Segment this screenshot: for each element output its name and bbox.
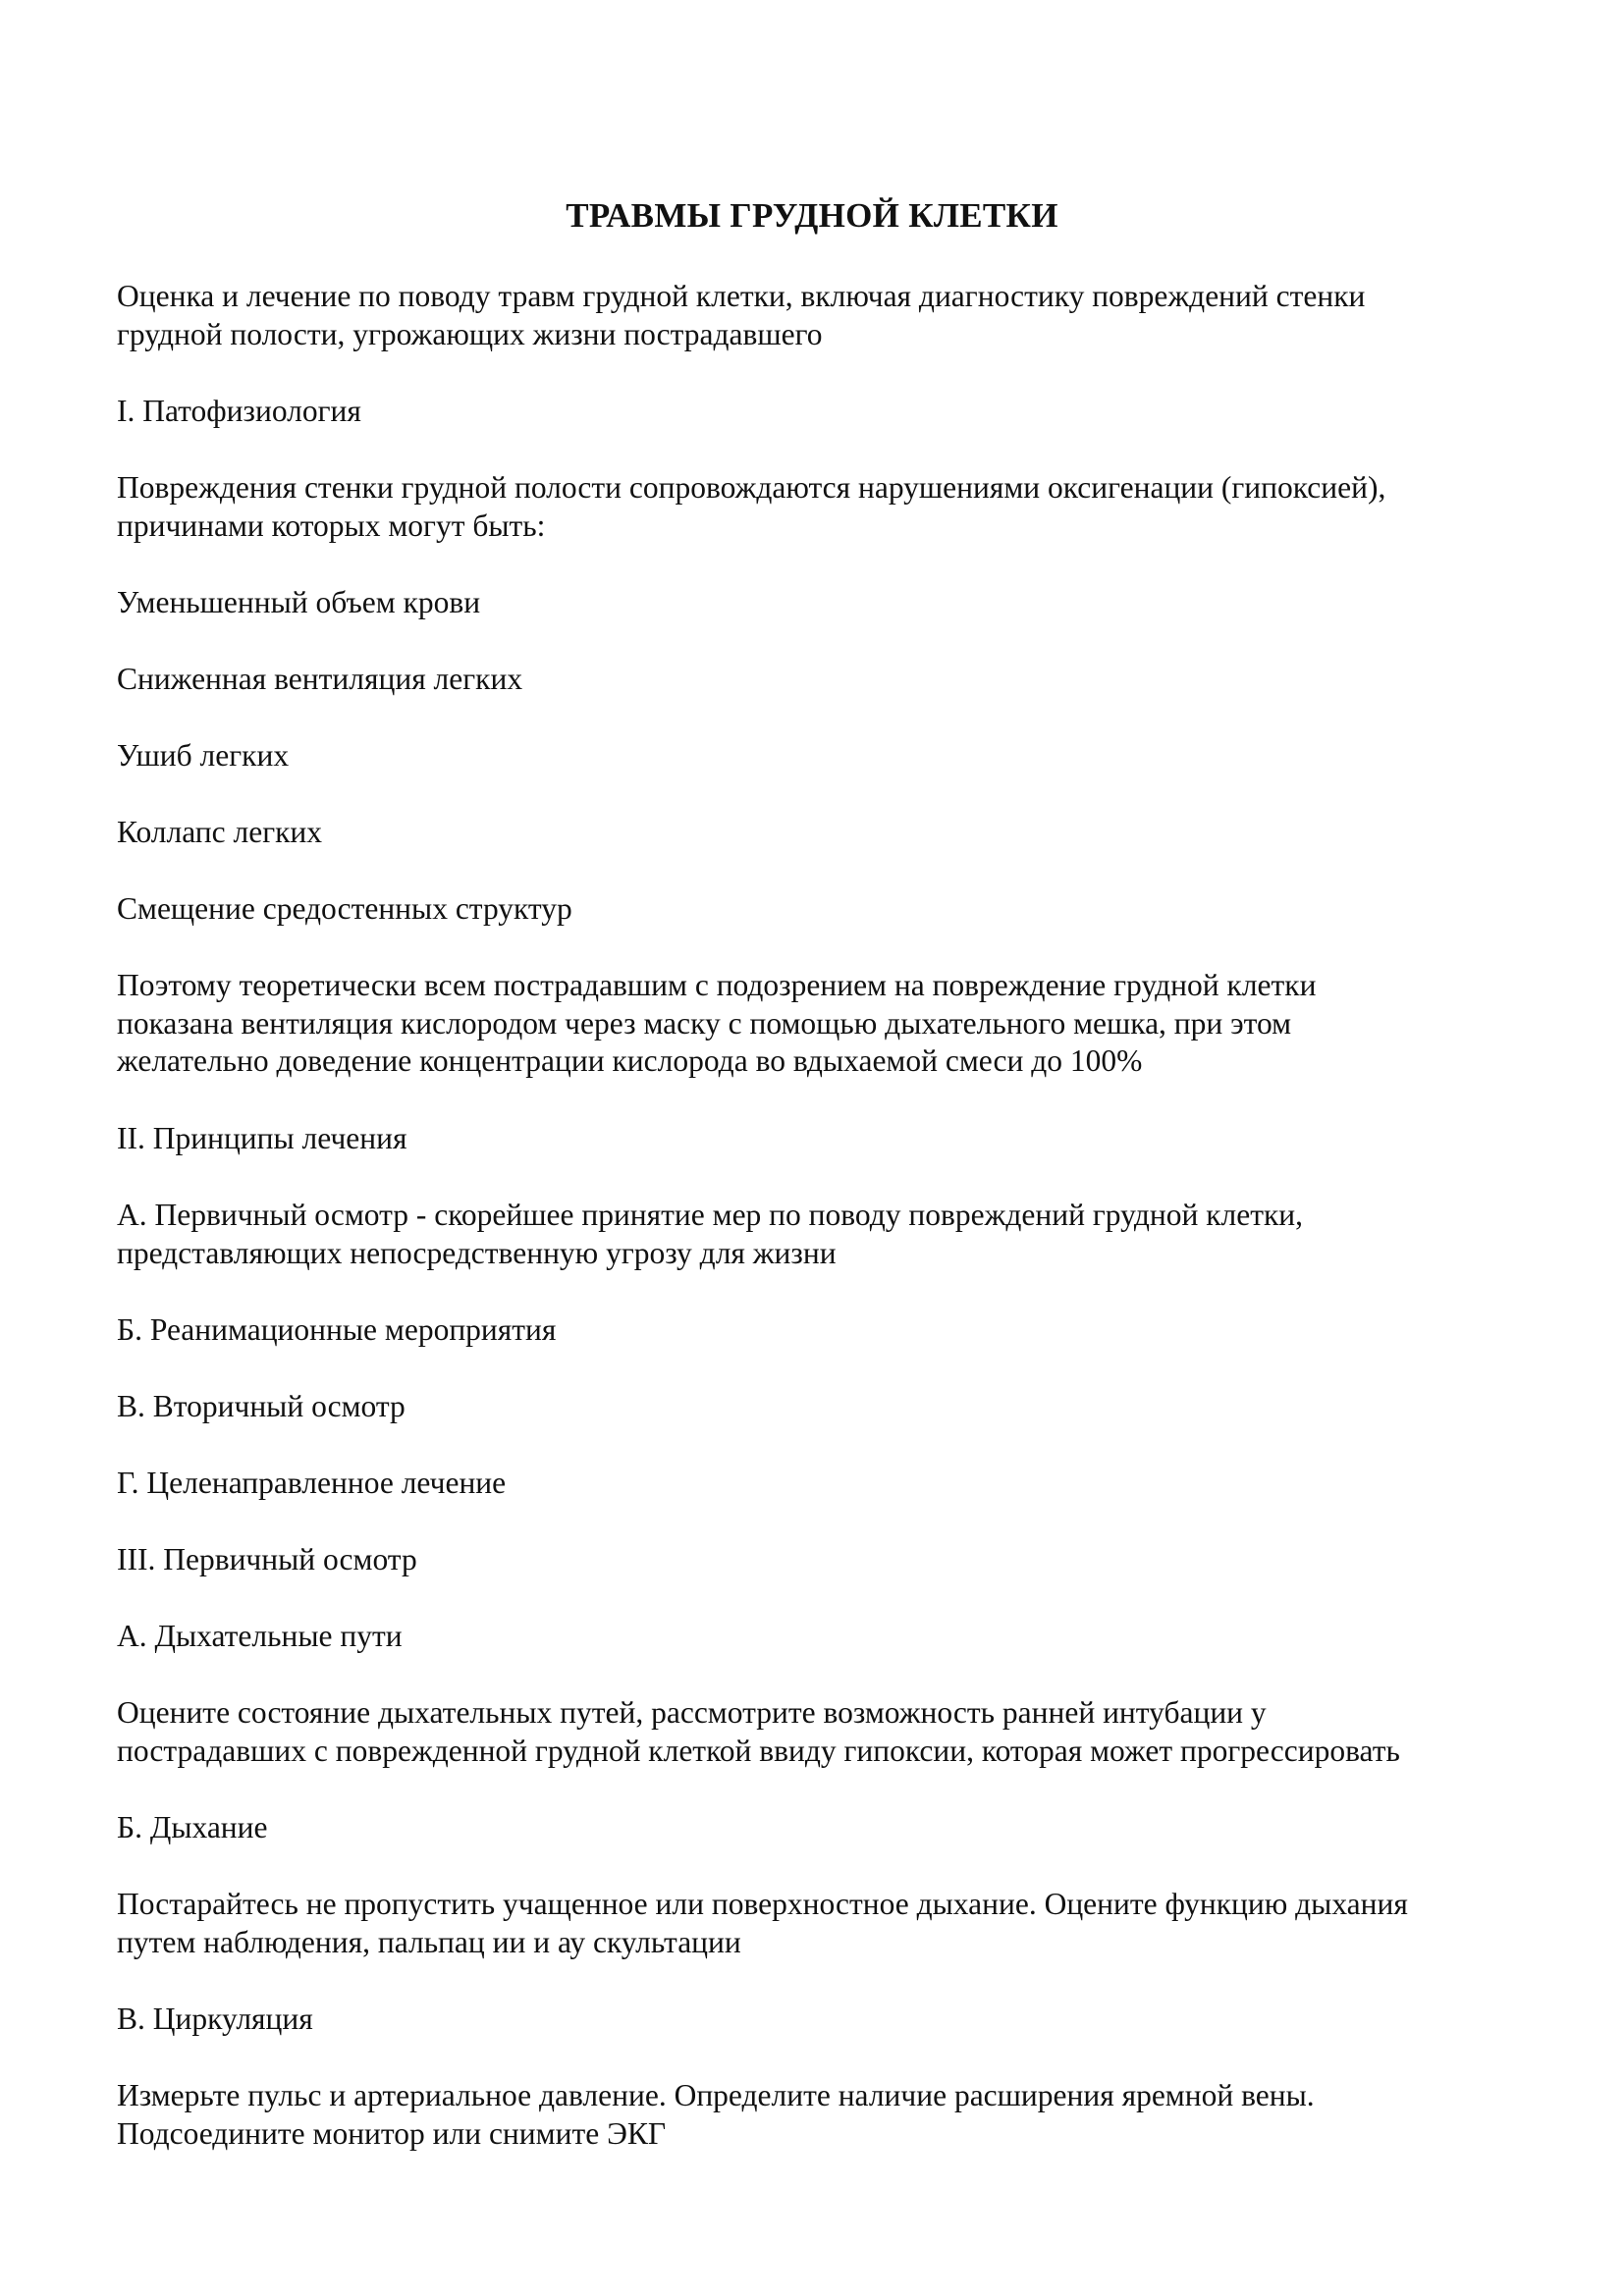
section-heading-pathophysiology (117, 393, 1531, 431)
list-item (117, 814, 1531, 852)
subheading-breathing (117, 1809, 1531, 1847)
text-line: А. Первичный осмотр - скорейшее принятие мер по поводу повреждений грудной клетки, (117, 1198, 1304, 1232)
paragraph-circulation (117, 2077, 1531, 2153)
text-line: путем наблюдения, пальпац ии и ау скультации (117, 1924, 741, 1959)
list-item (117, 1465, 1531, 1503)
paragraph-oxygenation (117, 469, 1531, 545)
intro-paragraph (117, 278, 1531, 353)
paragraph-breathing (117, 1886, 1531, 1961)
text-line: Оцените состояние дыхательных путей, рассмотрите возможность ранней интубации у (117, 1695, 1267, 1730)
list-item (117, 890, 1531, 929)
subheading-circulation (117, 2001, 1531, 2039)
text-line: грудной полости, угрожающих жизни пострадавшего (117, 316, 823, 351)
text-line: пострадавших с поврежденной грудной клеткой ввиду гипоксии, которая может прогрессировать (117, 1733, 1400, 1768)
text-line: Г. Целенаправленное лечение (117, 1466, 507, 1500)
text-line: Ушиб легких (117, 738, 290, 773)
list-item (117, 584, 1531, 622)
text-line: Коллапс легких (117, 815, 323, 849)
text-line: В. Вторичный осмотр (117, 1389, 406, 1423)
text-line: Повреждения стенки грудной полости сопровождаются нарушениями оксигенации (гипоксией), (117, 470, 1386, 505)
text-line: Измерьте пульс и артериальное давление. Определите наличие расширения яремной вены. (117, 2078, 1315, 2112)
list-item (117, 661, 1531, 699)
text-line: причинами которых могут быть: (117, 507, 546, 543)
text-line: II. Принципы лечения (117, 1121, 407, 1155)
text-line: Б. Реанимационные мероприятия (117, 1312, 557, 1347)
text-line: Постарайтесь не пропустить учащенное или поверхностное дыхание. Оцените функцию дыхания (117, 1887, 1408, 1921)
paragraph-primary-survey (117, 1197, 1531, 1272)
list-item (117, 737, 1531, 775)
list-item (117, 1388, 1531, 1426)
text-line: III. Первичный осмотр (117, 1542, 417, 1576)
paragraph-airway (117, 1694, 1531, 1770)
section-heading-primary-survey (117, 1541, 1531, 1579)
text-line: Поэтому теоретически всем пострадавшим с подозрением на повреждение грудной клетки (117, 968, 1317, 1002)
subheading-airway (117, 1618, 1531, 1656)
paragraph-ventilation (117, 967, 1531, 1081)
text-line: I. Патофизиология (117, 394, 361, 428)
text-line: желательно доведение концентрации кислорода во вдыхаемой смеси до 100% (117, 1043, 1143, 1078)
text-line: Уменьшенный объем крови (117, 585, 481, 619)
text-line: Подсоедините монитор или снимите ЭКГ (117, 2115, 667, 2151)
text-line: В. Циркуляция (117, 2002, 313, 2036)
text-line: Сниженная вентиляция легких (117, 662, 523, 696)
document-title: ТРАВМЫ ГРУДНОЙ КЛЕТКИ (566, 196, 1058, 235)
text-line: А. Дыхательные пути (117, 1619, 403, 1653)
text-line: Оценка и лечение по поводу травм грудной клетки, включая диагностику повреждений стенки (117, 279, 1366, 313)
list-item (117, 1311, 1531, 1350)
text-line: Смещение средостенных структур (117, 891, 572, 926)
text-line: показана вентиляция кислородом через маску с помощью дыхательного мешка, при этом (117, 1005, 1292, 1041)
text-line: представляющих непосредственную угрозу для жизни (117, 1235, 837, 1270)
text-line: Б. Дыхание (117, 1810, 268, 1844)
section-heading-treatment-principles (117, 1120, 1531, 1158)
